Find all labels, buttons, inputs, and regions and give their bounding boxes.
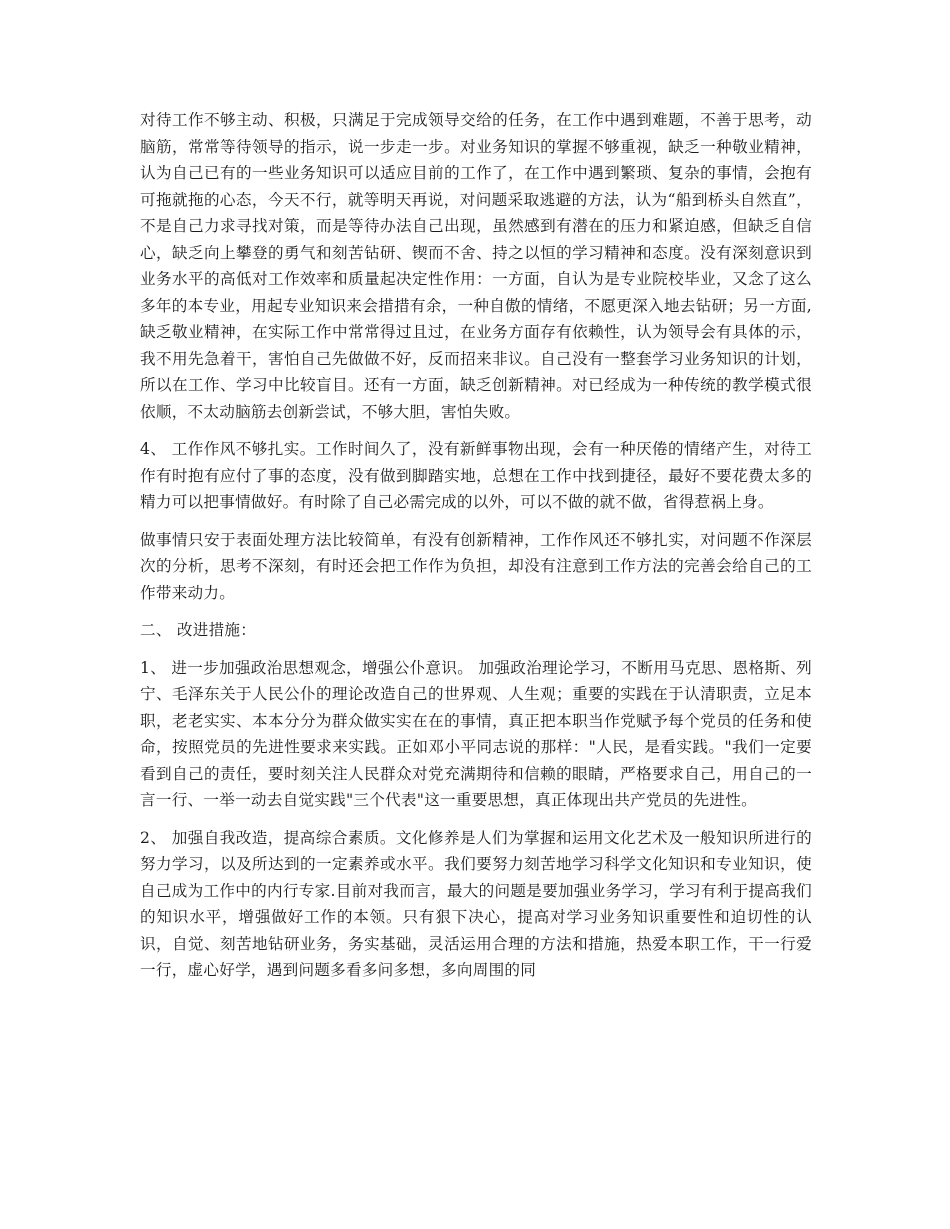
paragraph-measure-2: 2、 加强自我改造，提高综合素质。文化修养是人们为掌握和运用文化艺术及一般知识所进行的努力学习，以及所达到的一定素养或水平。我们要努力刻苦地学习科学文化知识和专业知识，使自己成为工作中的内行专家.目前对我而言，最大的问题是要加强业务学习，学习有利于提高我们的知识水平，增强做好工作的本领。只有狠下决心，提高对学习业务知识重要性和迫切性的认识，自觉、刻苦地钻研业务，务实基础，灵活运用合理的方法和措施，热爱本职工作，干一行爱一行，虚心好学，遇到问题多看多问多想，多向周围的同	[140, 828, 812, 979]
paragraph-measure-1: 1、 进一步加强政治思想观念，增强公仆意识。 加强政治理论学习，不断用马克思、恩格斯、列宁、毛泽东关于人民公仆的理论改造自己的世界观、人生观；重要的实践在于认清职责，立足本职，老老实实、本本分分为群众做实实在在的事情，真正把本职当作党赋予每个党员的任务和使命，按照党员的先进性要求来实践。正如邓小平同志说的那样："人民，是看实践。"我们一定要看到自己的责任，要时刻关注人民群众对党充满期待和信赖的眼睛，严格要求自己，用自己的一言一行、一举一动去自觉实践"三个代表"这一重要思想，真正体现出共产党员的先进性。	[140, 658, 812, 809]
section-heading-improvement: 二、 改进措施：	[140, 621, 257, 639]
paragraph-item-4: 4、 工作作风不够扎实。工作时间久了，没有新鲜事物出现，会有一种厌倦的情绪产生，对待工作有时抱有应付了事的态度，没有做到脚踏实地，总想在工作中找到捷径，最好不要花费太多的精力可以把事情做好。有时除了自己必需完成的以外，可以不做的就不做，省得惹祸上身。	[140, 440, 812, 511]
paragraph-work-style: 做事情只安于表面处理方法比较简单，有没有创新精神，工作作风还不够扎实，对问题不作深层次的分析，思考不深刻，有时还会把工作作为负担，却没有注意到工作方法的完善会给自己的工作带来动力。	[140, 530, 812, 602]
paragraph-problem-description: 对待工作不够主动、积极，只满足于完成领导交给的任务，在工作中遇到难题，不善于思考，动脑筋，常常等待领导的指示，说一步走一步。对业务知识的掌握不够重视，缺乏一种敬业精神，认为自己已有的一些业务知识可以适应目前的工作了，在工作中遇到繁琐、复杂的事情，会抱有可拖就拖的心态，今天不行，就等明天再说，对问题采取逃避的方法，认为“船到桥头自然直”，不是自己力求寻找对策，而是等待办法自己出现，虽然感到有潜在的压力和紧迫感，但缺乏自信心，缺乏向上攀登的勇气和刻苦钻研、锲而不舍、持之以恒的学习精神和态度。没有深刻意识到业务水平的高低对工作效率和质量起决定性作用：一方面，自认为是专业院校毕业，又念了这么多年的本专业，用起专业知识来会措措有余，一种自傲的情绪，不愿更深入地去钻研；另一方面,缺乏敬业精神，在实际工作中常常得过且过，在业务方面存有依赖性，认为领导会有具体的示，我不用先急着干，害怕自己先做做不好，反而招来非议。自己没有一整套学习业务知识的计划，所以在工作、学习中比较盲目。还有一方面，缺乏创新精神。对已经成为一种传统的教学模式很依顺，不太动脑筋去创新尝试，不够大胆，害怕失败。	[140, 111, 812, 421]
document-body	[140, 107, 812, 995]
